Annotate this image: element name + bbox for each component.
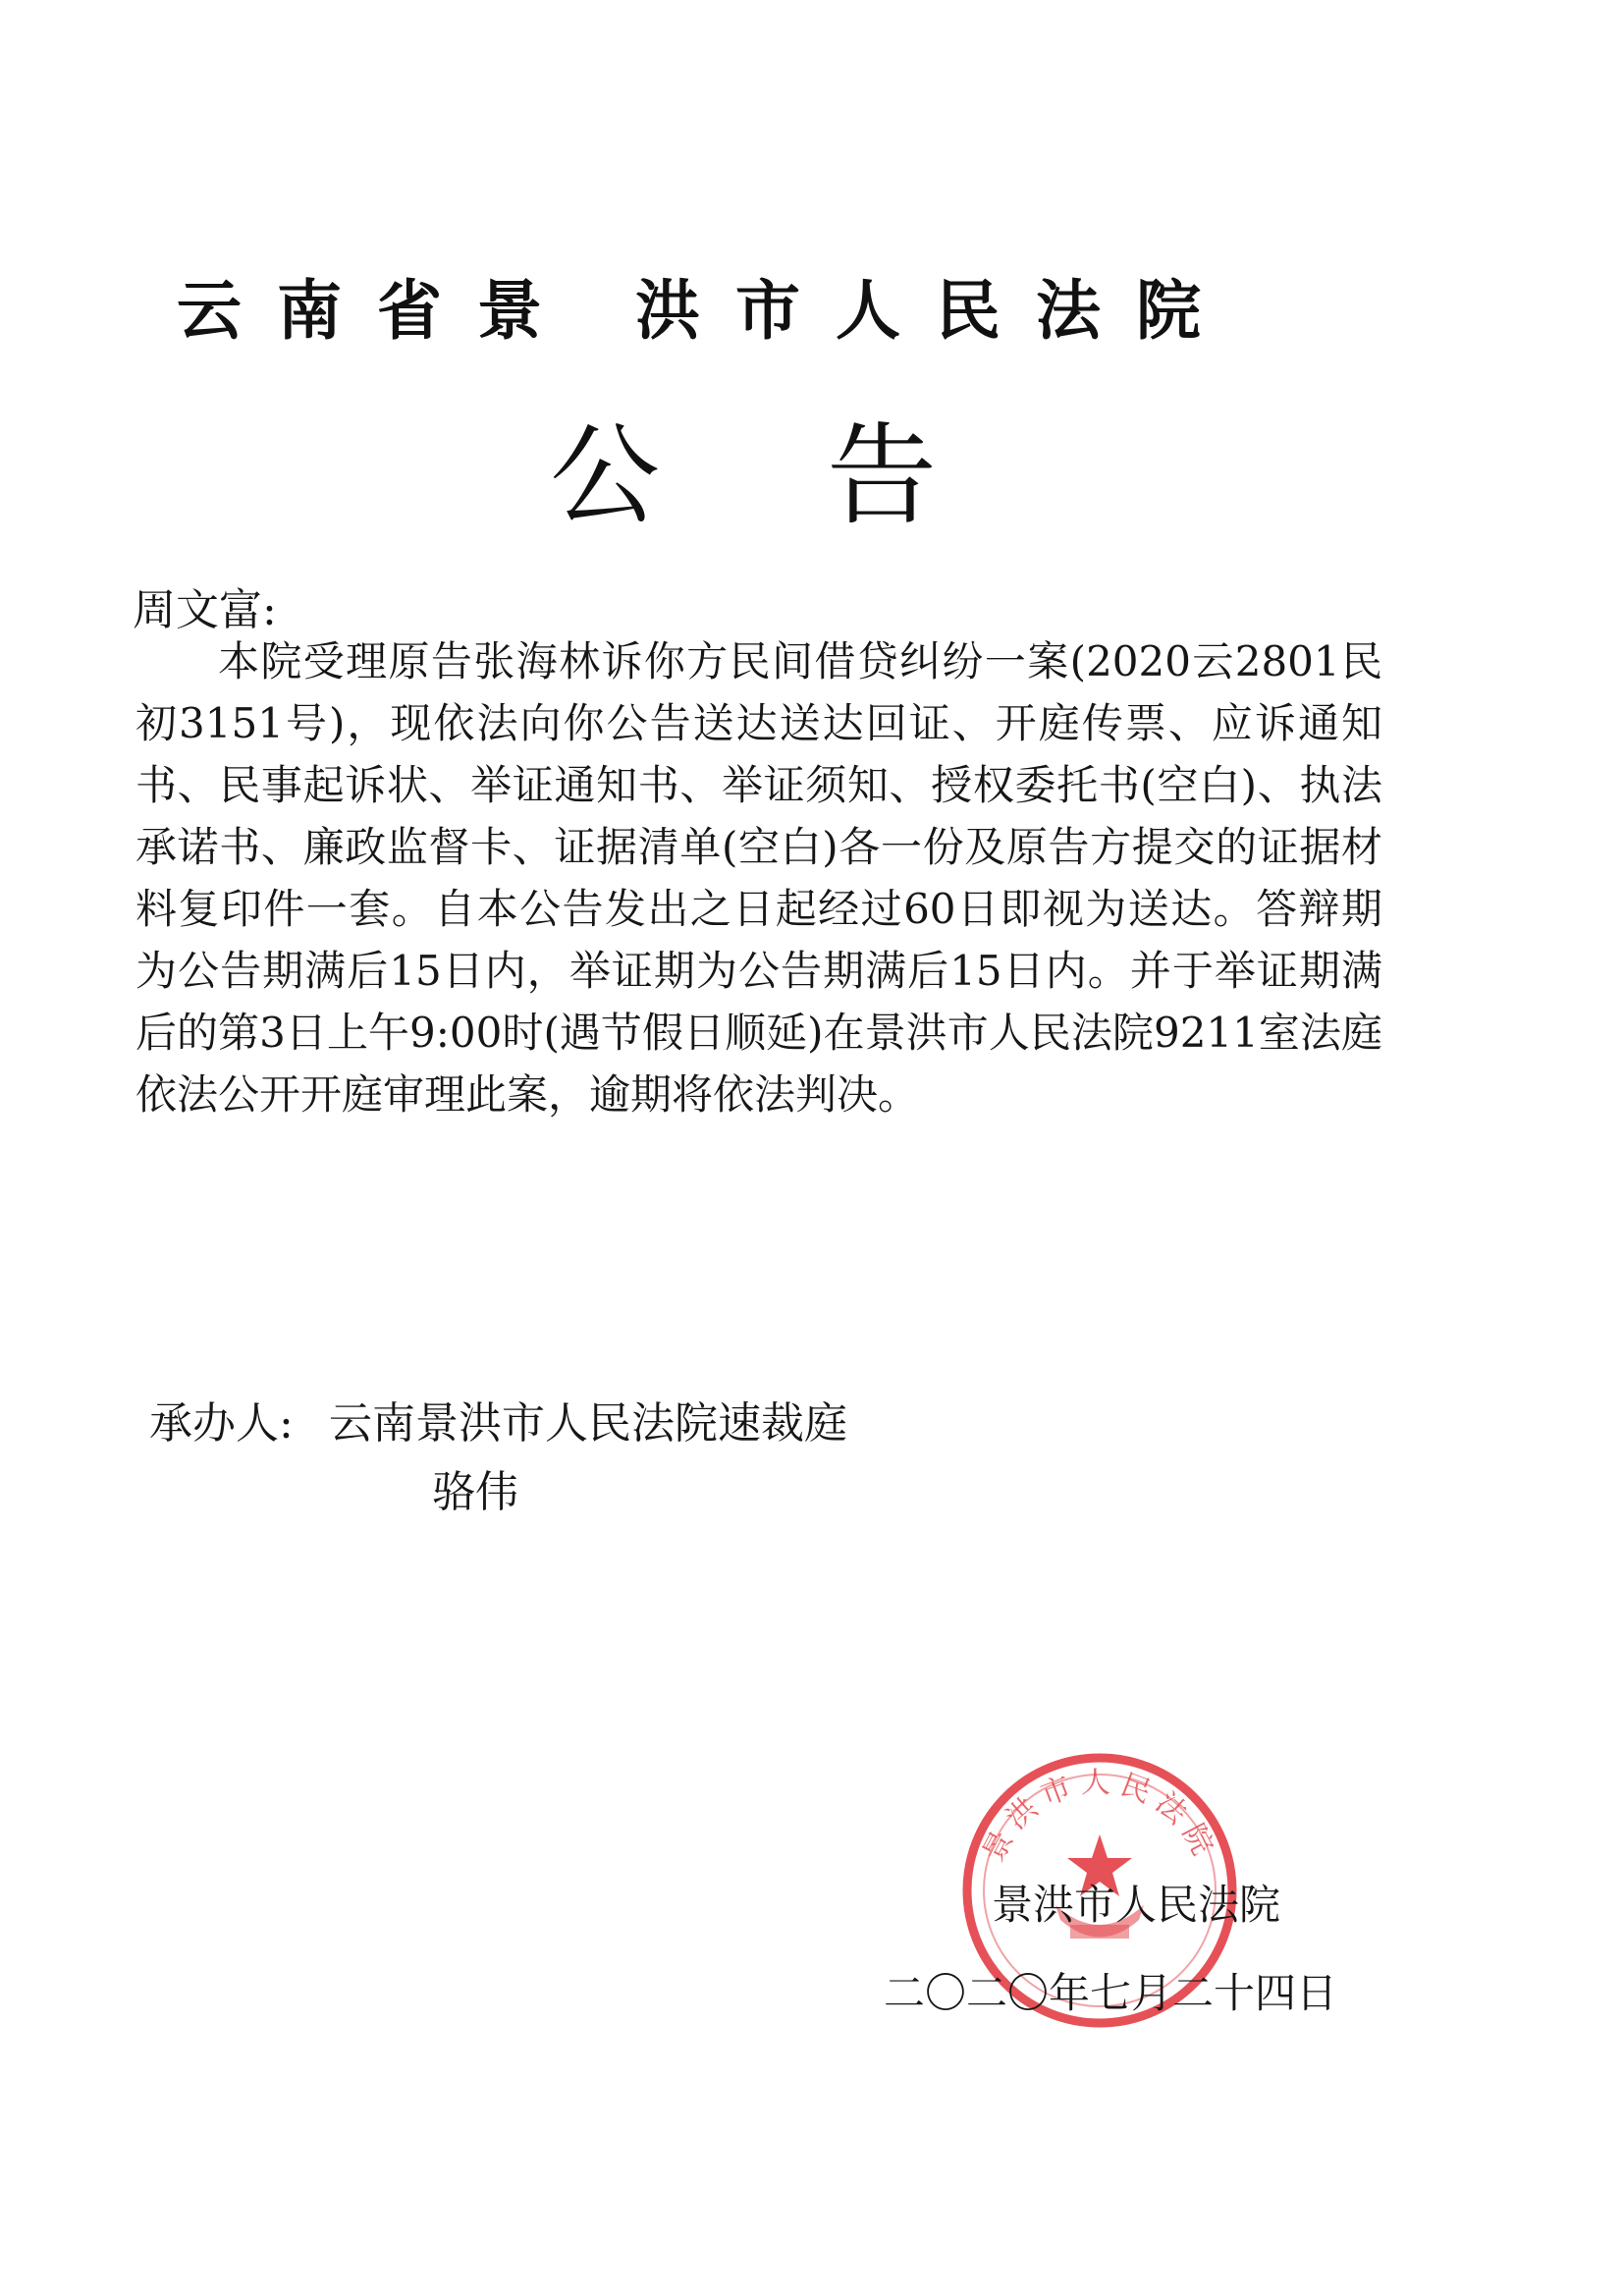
signature-court: 景洪市人民法院 xyxy=(992,1881,1281,1929)
seal-text: 景洪市人民法院 xyxy=(976,1766,1223,1868)
recipient-name: 周文富: xyxy=(133,585,277,635)
handler-name: 骆伟 xyxy=(432,1467,518,1517)
signature-date: 二〇二〇年七月二十四日 xyxy=(884,1969,1338,2017)
court-name-heading: 云南省景 洪市人民法院 xyxy=(177,273,1236,349)
handler-label: 承办人: xyxy=(149,1398,294,1449)
notice-body: 本院受理原告张海林诉你方民间借贷纠纷一案(2020云2801民初3151号)，现依法向你公告送达送达回证、开庭传票、应诉通知书、民事起诉状、举证通知书、举证须知、授权委托书(空白)、执法承诺书、廉政监督卡、证据清单(空白)各一份及原告方提交的证据材料复印件一套。自本公告发出之日起经过60日即视为送达。答辩期为公告期满后15日内，举证期为公告期满后15日内。并于举证期满后的第3日上午9:00时(遇节假日顺延)在景洪市人民法院9211室法庭依法公开开庭审理此案，逾期将依法判决。 xyxy=(135,637,1382,1119)
handler-department: 云南景洪市人民法院速裁庭 xyxy=(329,1398,847,1449)
notice-title: 公告 xyxy=(550,412,1104,540)
